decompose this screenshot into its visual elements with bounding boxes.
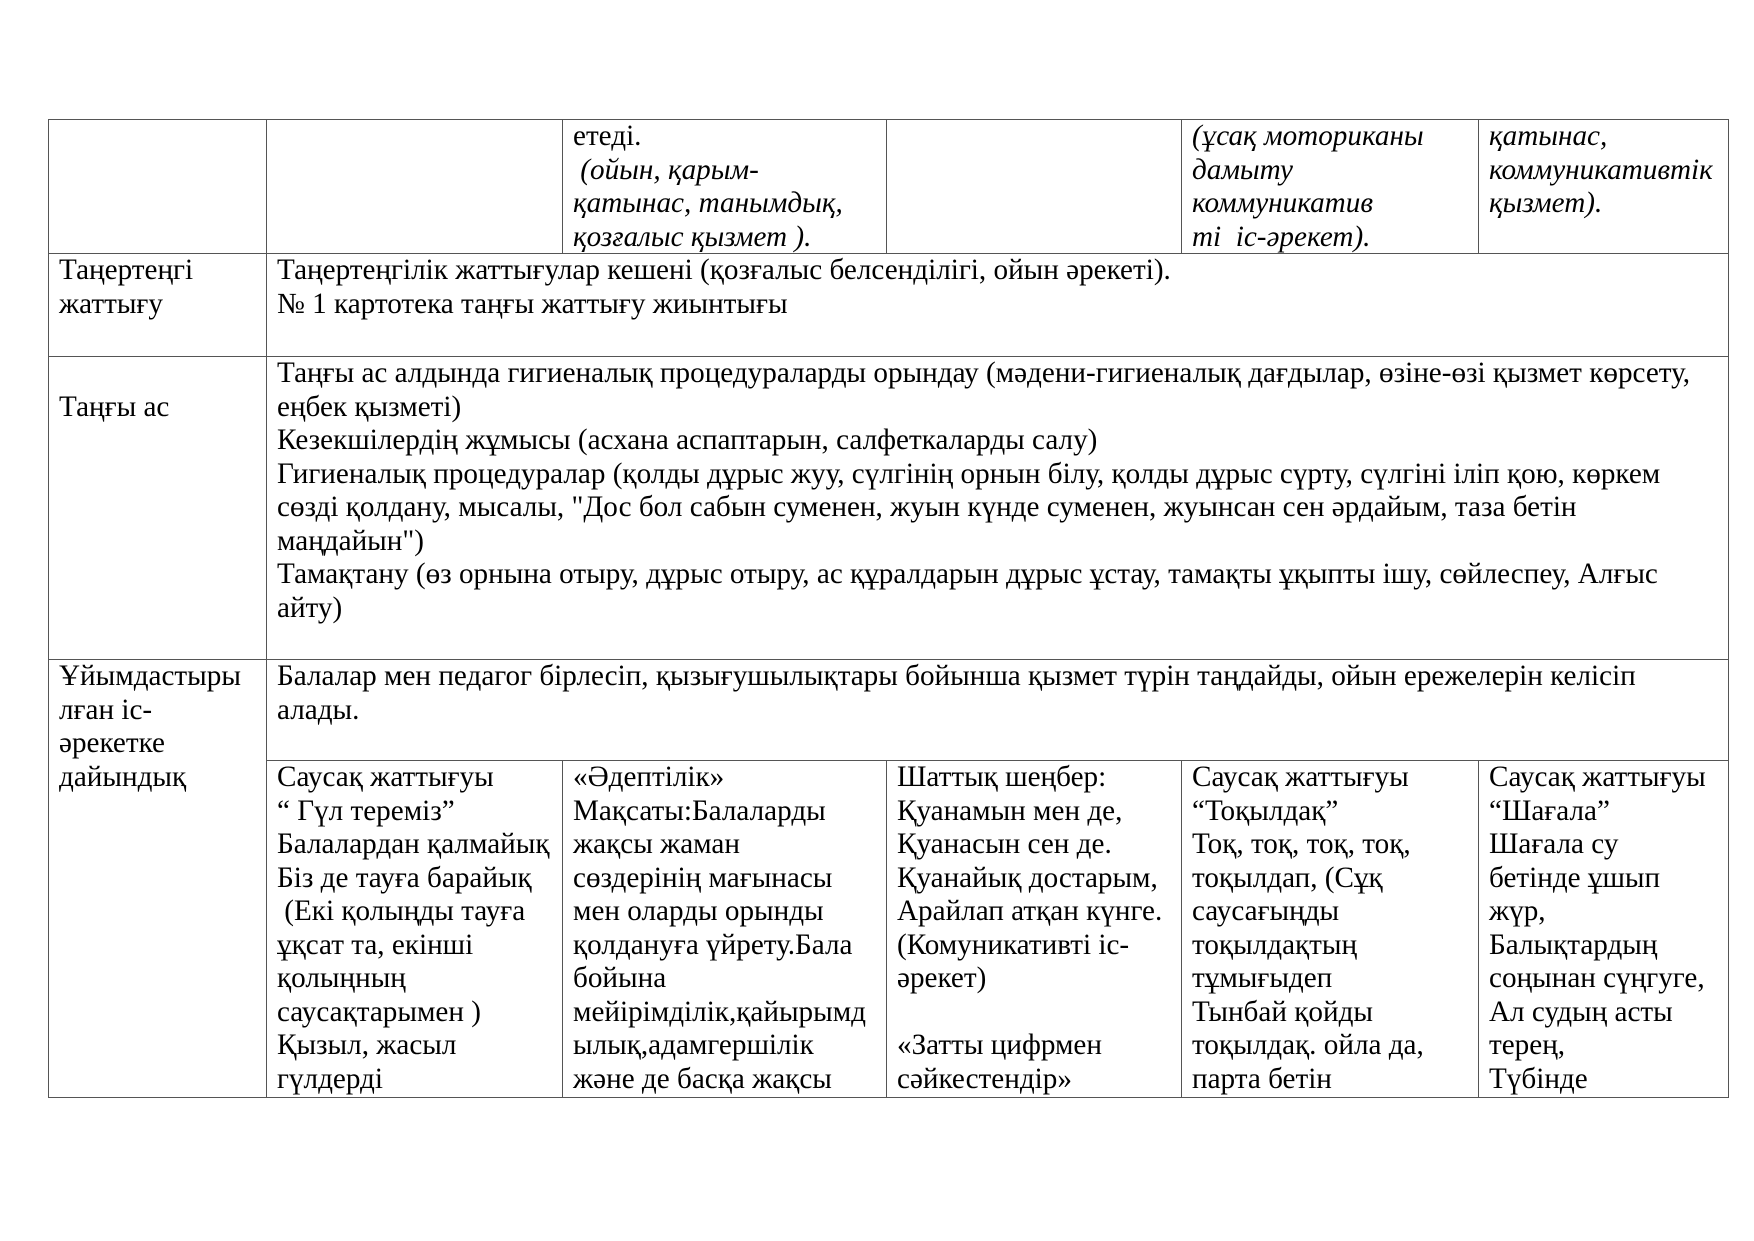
cell-text-line: ті іс-әрекет). (1192, 220, 1371, 253)
cell-text-line: сөзді қолдану, мысалы, "Дос бол сабын суменен, жуын күнде суменен, жуынсан сен әрдайым, таза бетін (277, 491, 1577, 524)
cell-text-line: коммуникативтік (1489, 153, 1713, 186)
row-label-line: әрекетке (59, 727, 165, 760)
cell-text-line: дамыту (1192, 153, 1293, 186)
cell-text-line: Гигиеналық процедуралар (қолды дұрыс жуу, сүлгінің орнын білу, қолды дұрыс сүрту, сүлгіні іліп қою, көркем (277, 457, 1661, 490)
cell-text-line: Мақсаты:Балаларды (573, 794, 826, 827)
activity-prep-intro-cell (266, 659, 1729, 761)
cell-text-line: «Затты цифрмен (897, 1029, 1102, 1062)
cell-text-line: тоқылдақ. ойла да, (1192, 1029, 1424, 1062)
cell-text-line: қатынас, (1489, 120, 1608, 152)
activity-prep-label-cell (48, 659, 267, 1098)
cell-text-line: сәйкестендір» (897, 1062, 1072, 1095)
cell-text-line: “Шағала” (1489, 794, 1610, 827)
cell-text-line: (ойын, қарым- (573, 153, 759, 186)
continuation-cell-4 (886, 119, 1182, 254)
continuation-cell-5 (1181, 119, 1479, 254)
row-label-line: лған іс- (59, 693, 153, 726)
cell-text-line: Қуанамын мен де, (897, 794, 1123, 827)
continuation-cell-1 (48, 119, 267, 254)
cell-text-line: қозғалыс қызмет ). (573, 220, 812, 253)
activity-prep-cell-1 (266, 760, 563, 1098)
cell-text-line: № 1 картотека таңғы жаттығу жиынтығы (277, 287, 788, 320)
cell-text-line: «Әдептілік» (573, 761, 725, 793)
cell-text-line: Балалар мен педагог бірлесіп, қызығушылықтары бойынша қызмет түрін таңдайды, ойын ережелерін келісіп (277, 660, 1636, 692)
cell-text-line: “Тоқылдақ” (1192, 794, 1339, 827)
cell-text-line: етеді. (573, 120, 642, 152)
cell-text-line: саусағыңды (1192, 895, 1340, 928)
cell-text-line: бойына (573, 962, 667, 995)
row-label-line: дайындық (59, 760, 187, 793)
cell-text-line: Біз де тауға барайық (277, 861, 532, 894)
cell-text-line: мен оларды орынды (573, 895, 824, 928)
cell-text-line: Тынбай қойды (1192, 995, 1373, 1028)
activity-prep-cell-5 (1478, 760, 1729, 1098)
cell-text-line: (Екі қолыңды тауға (277, 895, 526, 928)
cell-text-line: қызмет). (1489, 187, 1603, 220)
cell-text-line: әрекет) (897, 962, 987, 995)
cell-text-line: жүр, (1489, 895, 1546, 928)
cell-text-line: терең, (1489, 1029, 1566, 1062)
cell-text-line: Қуанасын сен де. (897, 828, 1112, 861)
cell-text-line: Қуанайық достарым, (897, 861, 1158, 894)
cell-text-line: Тамақтану (өз орнына отыру, дұрыс отыру, ас құралдарын дұрыс ұстау, тамақты ұқыпты ішу, сөйлеспеу, Алғыс (277, 558, 1658, 591)
spacer (59, 357, 262, 391)
cell-text-line: және де басқа жақсы (573, 1062, 832, 1095)
cell-text-line: тоқылдақтың (1192, 928, 1358, 961)
continuation-cell-3 (562, 119, 887, 254)
cell-text-line: саусақтарымен ) (277, 995, 481, 1028)
cell-text-line: еңбек қызметі) (277, 390, 462, 423)
breakfast-label-cell (48, 356, 267, 660)
cell-text-line: Таңертеңгілік жаттығулар кешені (қозғалыс белсенділігі, ойын әрекеті). (277, 254, 1171, 286)
cell-text-line: Саусақ жаттығуы (277, 761, 494, 793)
cell-text-line: коммуникатив (1192, 187, 1373, 220)
morning-exercise-label-cell (48, 253, 267, 357)
cell-text-line: Тоқ, тоқ, тоқ, тоқ, (1192, 828, 1411, 861)
cell-text-line: Саусақ жаттығуы (1192, 761, 1409, 793)
cell-text-line: Ал судың асты (1489, 995, 1673, 1028)
activity-prep-cell-3 (886, 760, 1182, 1098)
cell-text-line: Түбінде (1489, 1062, 1588, 1095)
cell-text-line: Қызыл, жасыл (277, 1029, 457, 1062)
continuation-cell-6 (1478, 119, 1729, 254)
cell-text-line: Таңғы ас алдында гигиеналық процедураларды орындау (мәдени-гигиеналық дағдылар, өзіне-өзі қызмет көрсету, (277, 357, 1691, 389)
cell-text-line: Саусақ жаттығуы (1489, 761, 1706, 793)
cell-text-line: ылық,адамгершілік (573, 1029, 814, 1062)
cell-text-line: мейірімділік,қайырымд (573, 995, 867, 1028)
cell-text-line: айту) (277, 591, 343, 624)
activity-prep-cell-2 (562, 760, 887, 1098)
cell-text-line: жақсы жаман (573, 828, 740, 861)
cell-text-line: Арайлап атқан күнге. (897, 895, 1163, 928)
cell-text-line: ұқсат та, екінші (277, 928, 474, 961)
row-label-line: Таңғы ас (59, 390, 170, 423)
cell-text-line: (ұсақ моториканы (1192, 120, 1424, 152)
cell-text-line: Шаттық шеңбер: (897, 761, 1107, 793)
cell-text-line: Балықтардың (1489, 928, 1658, 961)
cell-text-line: “ Гүл тереміз” (277, 794, 455, 827)
row-label-line: Таңертеңгі (59, 254, 194, 286)
cell-text-line: алады. (277, 693, 360, 726)
cell-text-line: гүлдерді (277, 1062, 383, 1095)
cell-text-line: Кезекшілердің жұмысы (асхана аспаптарын, салфеткаларды салу) (277, 424, 1098, 457)
spacer (897, 996, 1177, 1030)
cell-text-line: Балалардан қалмайық (277, 828, 550, 861)
cell-text-line: қолыңның (277, 962, 406, 995)
cell-text-line: маңдайын") (277, 524, 424, 557)
cell-text-line: қолдануға үйрету.Бала (573, 928, 853, 961)
row-label-line: жаттығу (59, 287, 163, 320)
breakfast-content-cell (266, 356, 1729, 660)
cell-text-line: парта бетін (1192, 1062, 1332, 1095)
cell-text-line: сөздерінің мағынасы (573, 861, 833, 894)
cell-text-line: (Комуникативті іс- (897, 928, 1130, 961)
cell-text-line: тоқылдап, (Сұқ (1192, 861, 1383, 894)
continuation-cell-2 (266, 119, 563, 254)
cell-text-line: бетінде ұшып (1489, 861, 1661, 894)
activity-prep-cell-4 (1181, 760, 1479, 1098)
cell-text-line: соңынан сүңгуге, (1489, 962, 1705, 995)
row-label-line: Ұйымдастыры (59, 660, 241, 692)
cell-text-line: тұмығыдеп (1192, 962, 1333, 995)
cell-text-line: қатынас, танымдық, (573, 187, 843, 220)
morning-exercise-content-cell (266, 253, 1729, 357)
cell-text-line: Шағала су (1489, 828, 1619, 861)
